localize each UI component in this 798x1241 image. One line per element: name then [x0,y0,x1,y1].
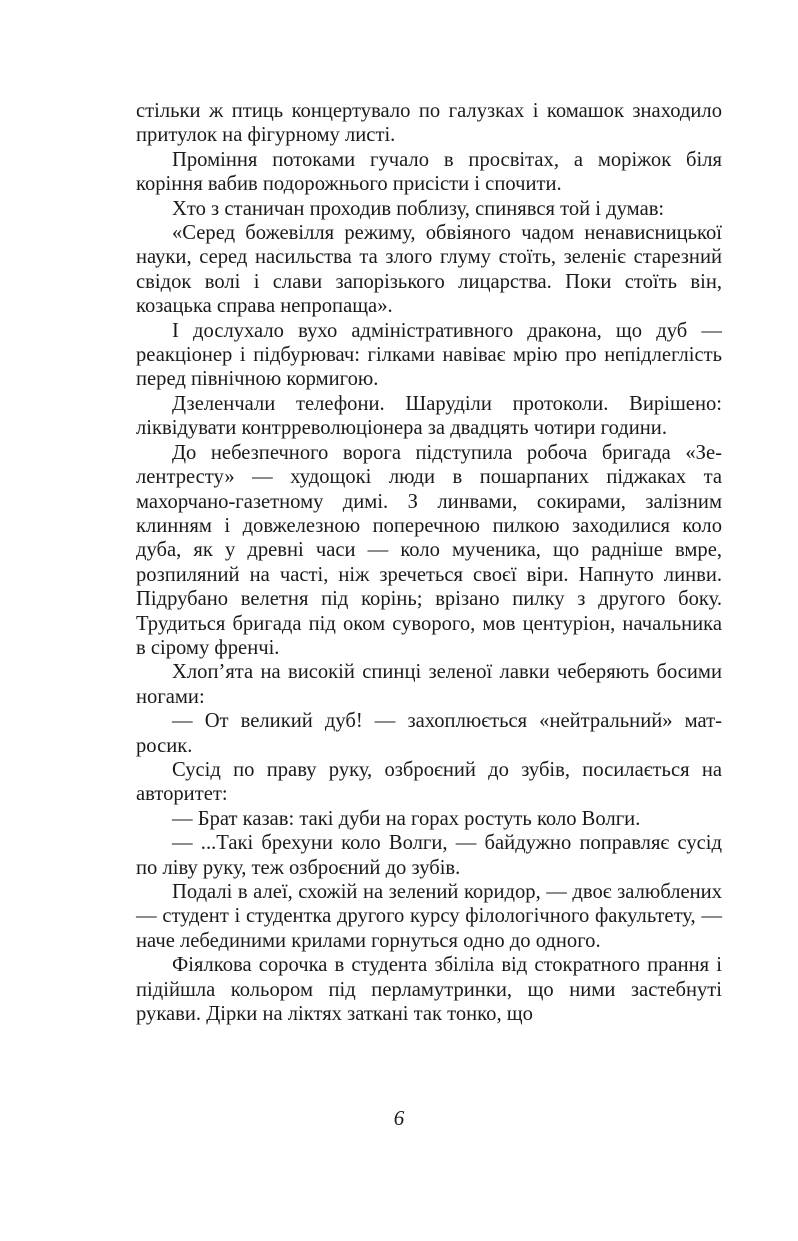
paragraph-14: Фіялкова сорочка в студента збіліла від стократного прання і підійшла кольором під перламутринки, що ними застебнуті рукави. Дірки на ліктях заткані так тонко, що [136,954,722,1026]
paragraph-10: Сусід по праву руку, озброєний до зубів, посилається на авторитет: [136,758,722,806]
page-text [136,99,722,1026]
paragraph-12: — ...Такі брехуни коло Волги, — байдужно поправляє сусід по ліву руку, теж озброєний до зубів. [136,832,722,879]
paragraph-6: Дзеленчали телефони. Шаруділи протоколи. Вирішено: ліквідувати контрреволюціонера за двадцять чотири години. [136,392,722,440]
paragraph-11: — Брат казав: такі дуби на горах ростуть коло Волги. [172,807,641,830]
paragraph-9: — От великий дуб! — захоплюється «нейтральний» матросик. [136,710,722,757]
paragraph-5: І дослухало вухо адміністративного дракона, що дуб — реакціонер і підбурювач: гілками навіває мрію про непідлеглість перед північною кормигою. [136,319,722,391]
paragraph-3: Хто з станичан проходив поблизу, спинявся той і думав: [172,197,665,220]
paragraph-4: «Серед божевілля режиму, обвіяного чадом ненависницької науки, серед насильства та злого глуму стоїть, зеленіє старезний свідок волі і слави запорізького лицарства. Поки стоїть він, козацька справа непропаща». [136,222,722,318]
page-number: 6 [393,1106,405,1130]
paragraph-1: стільки ж птиць концертувало по галузках і комашок знаходило притулок на фігурному листі. [136,100,722,147]
paragraph-13: Подалі в алеї, схожій на зелений коридор, — двоє залюблених — студент і студентка другого курсу філологічного факультету, — наче лебединими крилами горнуться одно до одного. [136,881,722,952]
paragraph-8: Хлоп’ята на високій спинці зеленої лавки чеберяють босими ногами: [136,661,722,708]
paragraph-2: Проміння потоками гучало в просвітах, а моріжок біля коріння вабив подорожнього присісти і спочити. [136,148,722,196]
paragraph-7: До небезпечного ворога підступила робоча бригада «Зелентресту» — худощокі люди в пошарпаних піджаках та махорчано-газетному димі. З линвами, сокирами, залізним клинням і довжелезною поперечною пилкою заходилися коло дуба, як у древні часи — коло мученика, що радніше вмре, розпиляний на часті, ніж зречеться своєї віри. Напнуто линви. Підрубано велетня під корінь; врізано пилку з другого боку. Трудиться бригада під оком суворого, мов центуріон, начальника в сірому френчі. [136,441,722,659]
